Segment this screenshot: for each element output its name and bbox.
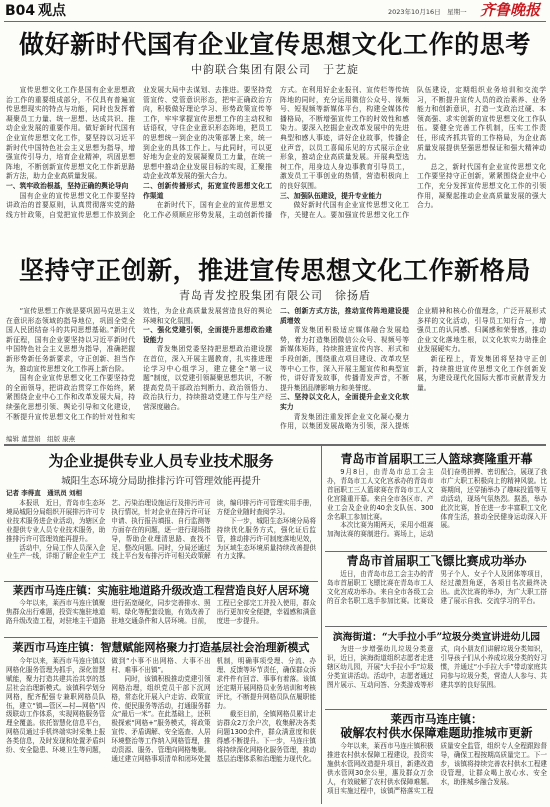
news-paragraph: 为进一步增强幼儿垃圾分类意识，近日，滨海街道组织志愿者走进辖区幼儿园，开展“大手拉小手”垃圾分类宣讲活动。活动中，志愿者通过图片展示、互动问答、分类游戏等形式，向小朋友们讲解垃圾分类知识，引导孩子们从小养成垃圾分类的好习惯，并通过“小手拉大手”带动家庭共同参与垃圾分类，营造人人参与、共建共享的良好氛围。 bbox=[327, 645, 547, 689]
news-paragraph: 同时，该镇积极推动党建引领网格治理，组织党员干部下沉网格，常态化开展入户走访、政策宣传、便民服务等活动，打通服务群众“最后一米”。在此基础上，还积极探索“网格+”服务模式，将政策宣传、矛盾调解、安全巡查、人居环境整治等工作纳入网格管理，推动资源、服务、管理向网格集聚。通过建立网格事项清单和闭环处置机制，明确事项受理、分流、办理、反馈等环节责任，确保群众诉求件件有回音、事事有着落。该镇还定期开展网格员业务培训和考核评比，不断提升网格员队伍履职能力。 bbox=[111, 657, 316, 763]
news-paragraph: 本次比赛为期两天，采用小组赛加淘汰赛的赛制进行。赛场上，运动员们奋勇拼搏、密切配合，展现了我市广大职工积极向上的精神风貌。比赛期间，还穿插举办了趣味投篮等互动活动，现场气氛热烈。据悉，举办此次比赛，旨在进一步丰富职工文化体育生活，推动全民健身运动深入开展。 bbox=[327, 468, 547, 539]
section-name: 观点 bbox=[38, 3, 66, 19]
page-code: B04 bbox=[5, 3, 36, 19]
article-1-body bbox=[6, 86, 546, 246]
article-subheading: 二、创新传播形式，拓宽宣传思想文化工作渠道 bbox=[143, 181, 272, 200]
news-paragraph: 活动中，分局工作人员深入企业生产一线，详细了解企业生产工艺、污染治理设施运行及排污许可执行情况，针对企业在排污许可证申请、执行报告填报、自行监测等方面存在的问题，逐一进行现场指导，帮助企业理清思路、查找不足、整改问题。同时，分局还通过线上平台发布排污许可相关政策解读，编印排污许可管理实用手册，方便企业随时查阅学习。 bbox=[6, 499, 316, 561]
article-subheading: 一、强化党建引领，全面提升思想政治建设能力 bbox=[143, 326, 272, 344]
news-r1-body bbox=[327, 468, 547, 548]
news-paragraph: 今年以来，莱西市马连庄镇聚焦群众出行难题，投资实施驻地道路升级改造工程，对驻地主干道路进行拓宽硬化，同步完善排水、照明、绿化等配套设施，有效改善了驻地交通条件和人居环境。目前，工程已全部完工并投入使用，群众出行更加安全便捷，幸福感和满意度进一步提升。 bbox=[6, 599, 316, 625]
news-a-body bbox=[6, 499, 316, 579]
news-paragraph: 今年以来，莱西市马连庄镇积极推进农村供水保障工程建设，投资实施供水管网改造提升项目，新建改造供水管网30余公里，惠及群众万余人，有效破解了农村供水保障难题。项目实施过程中，该镇严格落实工程质量安全监管，组织专人全程跟踪督导，确保工程按期高质量完工。下一步，该镇将持续完善农村供水工程建设管理，让群众喝上放心水、安全水，助推城乡融合发展。 bbox=[327, 742, 547, 795]
news-a-byline: 记者 李得直 通讯员 刘相 bbox=[6, 489, 83, 497]
news-c-headline: 莱西市马连庄镇：智慧赋能网格聚力打造基层社会治理新模式 bbox=[12, 641, 310, 654]
article-2-body bbox=[6, 307, 546, 433]
news-paragraph: 本报讯 近日，青岛市生态环境局城阳分局组织开展排污许可专业技术服务进企业活动，为辖区企业提供专业人员专业技术服务，助推排污许可管理效能再提升。 bbox=[6, 499, 106, 543]
header-divider bbox=[4, 21, 546, 22]
article-1-headline: 做好新时代国有企业宣传思想文化工作的思考 bbox=[18, 30, 531, 59]
article-2-byline: 青岛青发控股集团有限公司 徐扬盾 bbox=[179, 289, 371, 302]
news-divider bbox=[325, 626, 547, 627]
news-paragraph: 今年以来，莱西市马连庄镇以网格化服务管理为抓手，深化智慧赋能，聚力打造共建共治共享的基层社会治理新模式。该镇科学划分网格，配齐配强专兼职网格员队伍，建立“镇—管区—村—网格”四级联动工作体系，实现网格服务管理全覆盖。依托智慧化信息平台，网格员通过手机终端实时采集上报各类信息，及时发现和处置矛盾纠纷、安全隐患、环境卫生等问题，做到“小事不出网格、大事不出村、难事不出镇”。 bbox=[6, 657, 211, 755]
news-r1-headline: 青岛市首届职工三人篮球赛隆重开幕 bbox=[340, 452, 533, 466]
news-c-body bbox=[6, 657, 316, 803]
column-divider bbox=[321, 446, 322, 804]
section-divider bbox=[4, 444, 546, 446]
news-paragraph: 下一步，城阳生态环境分局将持续优化服务方式，强化证后监管，推动排污许可制度落地见效，为区域生态环境质量持续改善提供有力支撑。 bbox=[216, 516, 316, 561]
article-2-headline: 坚持守正创新，推进宣传思想文化工作新格局 bbox=[18, 256, 531, 285]
news-r2-headline: 青岛市首届职工飞镖比赛成功举办 bbox=[346, 554, 527, 568]
news-divider bbox=[4, 637, 318, 638]
news-r4-headline-line1: 莱西市马连庄镇： bbox=[390, 712, 483, 726]
news-r2-body bbox=[327, 570, 547, 623]
article-subheading: 二、创新方式方法，推动宣传阵地建设提质增效 bbox=[280, 307, 409, 325]
article-subheading: 三、坚持以文化人，全面提升企业文化软实力 bbox=[280, 393, 409, 411]
news-divider bbox=[325, 551, 547, 552]
article-paragraph: 总之，新时代国有企业宣传思想文化工作要坚持守正创新，紧紧围绕企业中心工作，充分发挥宣传思想文化工作的引领作用，凝聚起推动企业高质量发展的强大合力。 bbox=[417, 162, 546, 210]
article-paragraph: 青发集团党委坚持把思想政治建设摆在首位，深入开展主题教育，扎实推进理论学习中心组学习，建立健全“第一议题”制度，以党建引领凝聚思想共识，不断提高党员干部政治判断力、政治领悟力、政治执行力，持续推动党建工作与生产经营深度融合。 bbox=[143, 345, 272, 411]
news-divider bbox=[325, 709, 547, 710]
article-paragraph: “宣传思想工作就是要巩固马克思主义在意识形态领域的指导地位，巩固全党全国人民团结奋斗的共同思想基础。”新时代新征程，国有企业要坚持以习近平新时代中国特色社会主义思想为指导，准确把握新形势新任务新要求，守正创新、担当作为，推动宣传思想文化工作再上新台阶。 bbox=[6, 307, 135, 373]
article-subheading: 一、筑牢政治根基，坚持正确的舆论导向 bbox=[6, 181, 129, 190]
news-divider bbox=[4, 581, 318, 582]
article-paragraph: 宣传思想文化工作是国有企业思想政治工作的重要组成部分，不仅具有普遍宣传思想现实的特点与功能，同时也发挥着凝聚员工力量、统一思想、达成共识、推动企业发展的重要作用。做好新时代国有企业宣传思想文化工作，要坚持以习近平新时代中国特色社会主义思想为指导，增强宣传引导力，培育企业精神，巩固思想阵地，不断创新宣传思想文化工作新思路新方法，助力企业高质量发展。 bbox=[6, 86, 135, 181]
news-b-body bbox=[6, 599, 316, 635]
news-paragraph: 截至目前，全镇网格员累计走访群众2万余户次，收集解决各类问题1300余件，群众满意度和获得感不断提升。下一步，马连庄镇将持续深化网格化服务管理，推动基层治理体系和治理能力现代化。 bbox=[216, 710, 316, 763]
news-a-headline: 为企业提供专业人员专业技术服务 bbox=[48, 452, 274, 470]
article-paragraph: 做好新时代国有企业宣传思想文化工作，关键在人。要加强宣传思想文化工作队伍建设，定期组织业务培训和交流学习，不断提升宣传人员的政治素养、业务能力和创新意识，打造一支政治过硬、本领高强、求实创新的宣传思想文化工作队伍。要健全完善工作机制，压实工作责任，形成齐抓共管的工作格局，为企业高质量发展提供坚强思想保证和强大精神动力。 bbox=[280, 86, 546, 219]
news-r3-body bbox=[327, 645, 547, 707]
article-paragraph: 青发集团注重发挥企业文化凝心聚力作用，以集团发展战略为引领，深入提炼企业精神和核心价值理念，广泛开展形式多样的文化活动，引导员工知行合一，增强员工的认同感、归属感和荣誉感，推动企业文化落地生根，以文化软实力助推企业发展硬实力。 bbox=[280, 307, 546, 431]
news-r3-headline: 滨海街道：“大手拉小手”垃圾分类宣讲进幼儿园 bbox=[332, 632, 541, 643]
newspaper-masthead: 齐鲁晚报 bbox=[480, 1, 541, 19]
news-a-subheadline: 城阳生态环境分局助推排污许可管理效能再提升 bbox=[61, 476, 261, 487]
news-paragraph: 9月8日，由青岛市总工会主办，青岛市工人文化宫承办的青岛市首届职工三人篮球赛在青岛市工人文化宫隆重开幕。来自全市各区市、产业工会及企业的40余支队伍、300余名职工参加比赛。 bbox=[327, 468, 434, 521]
issue-date: 2023年10月16日 星期一 bbox=[388, 8, 467, 16]
article-paragraph: 青发集团积极适应媒体融合发展趋势，着力打造集团微信公众号、视频号等新媒体矩阵，持续推进宣传内容、形式和手段创新，围绕重点项目建设、改革攻坚等中心工作，深入开展主题宣传和典型宣传，讲好青发故事，传播青发声音，不断提升集团品牌影响力和美誉度。 bbox=[280, 326, 409, 392]
article-1-byline: 中韵联合集团有限公司 于艺旋 bbox=[191, 63, 359, 76]
news-paragraph: 近日，由青岛市总工会主办的青岛市首届职工飞镖比赛在青岛市工人文化宫成功举办。来自全市各级工会的百余名职工选手参加比赛。比赛设男子个人、女子个人及团体等项目，经过激烈角逐，各项目名次最终决出。此次比赛的举办，为广大职工搭建了展示自我、交流学习的平台。 bbox=[327, 570, 547, 605]
news-r4-headline-line2: 破解农村供水保障难题助推城市更新 bbox=[340, 726, 533, 740]
editor-credits: 编辑 董慧娟 组版 康燕 bbox=[6, 435, 76, 443]
news-r4-body bbox=[327, 742, 547, 804]
article-subheading: 三、加强队伍建设，提升专业能力 bbox=[280, 191, 382, 200]
news-b-headline: 莱西市马连庄镇：实施驻地道路升级改造工程营造良好人居环境 bbox=[12, 585, 310, 597]
article-paragraph: 国有企业宣传思想文化工作要坚持党的全面领导，把讲政治贯穿工作始终，紧紧围绕企业中心工作和改革发展大局，持续强化思想引领、舆论引导和文化建设，不断提升宣传思想文化工作的针对性和实效性，为企业高质量发展营造良好的舆论环境和文化氛围。 bbox=[6, 307, 272, 421]
article-paragraph: 在新时代下，国有企业的宣传思想文化工作必须顺应形势发展，主动创新传播方式。在利用好企业报刊、宣传栏等传统阵地的同时，充分运用微信公众号、视频号、短视频等新媒体平台，构建全媒体传播格局，不断增强宣传工作的时效性和感染力。要深入挖掘企业改革发展中的先进典型和感人事迹，讲好企业故事，传播企业声音，以员工喜闻乐见的方式展示企业形象，推动企业高质量发展。开展典型选树工作，用身边人身边事教育引导员工，激发员工干事创业的热情，营造积极向上的良好氛围。 bbox=[143, 86, 409, 219]
article-paragraph: 新征程上，青发集团将坚持守正创新，持续推进宣传思想文化工作创新发展，为建设现代化国际大都市贡献青发力量。 bbox=[417, 354, 546, 392]
article-paragraph: 国有企业的宣传思想文化工作要坚持讲政治的首要原则，认真贯彻落实党的路线方针政策，自觉把宣传思想工作放到企业发展大局中去谋划、去推进。要坚持党管宣传、党管意识形态，把牢正确政治方向，积极做好理论学习、形势政策宣传等工作，牢牢掌握宣传思想工作的主动权和话语权，守住企业意识形态阵地，把员工的思想统一到企业的决策部署上来，统一到企业的具体工作上。与此同时，可以更好地为企业的发展凝聚员工力量，在统一思想中推动企业发展目标的实现，汇聚推动企业改革发展的强大合力。 bbox=[6, 86, 272, 219]
